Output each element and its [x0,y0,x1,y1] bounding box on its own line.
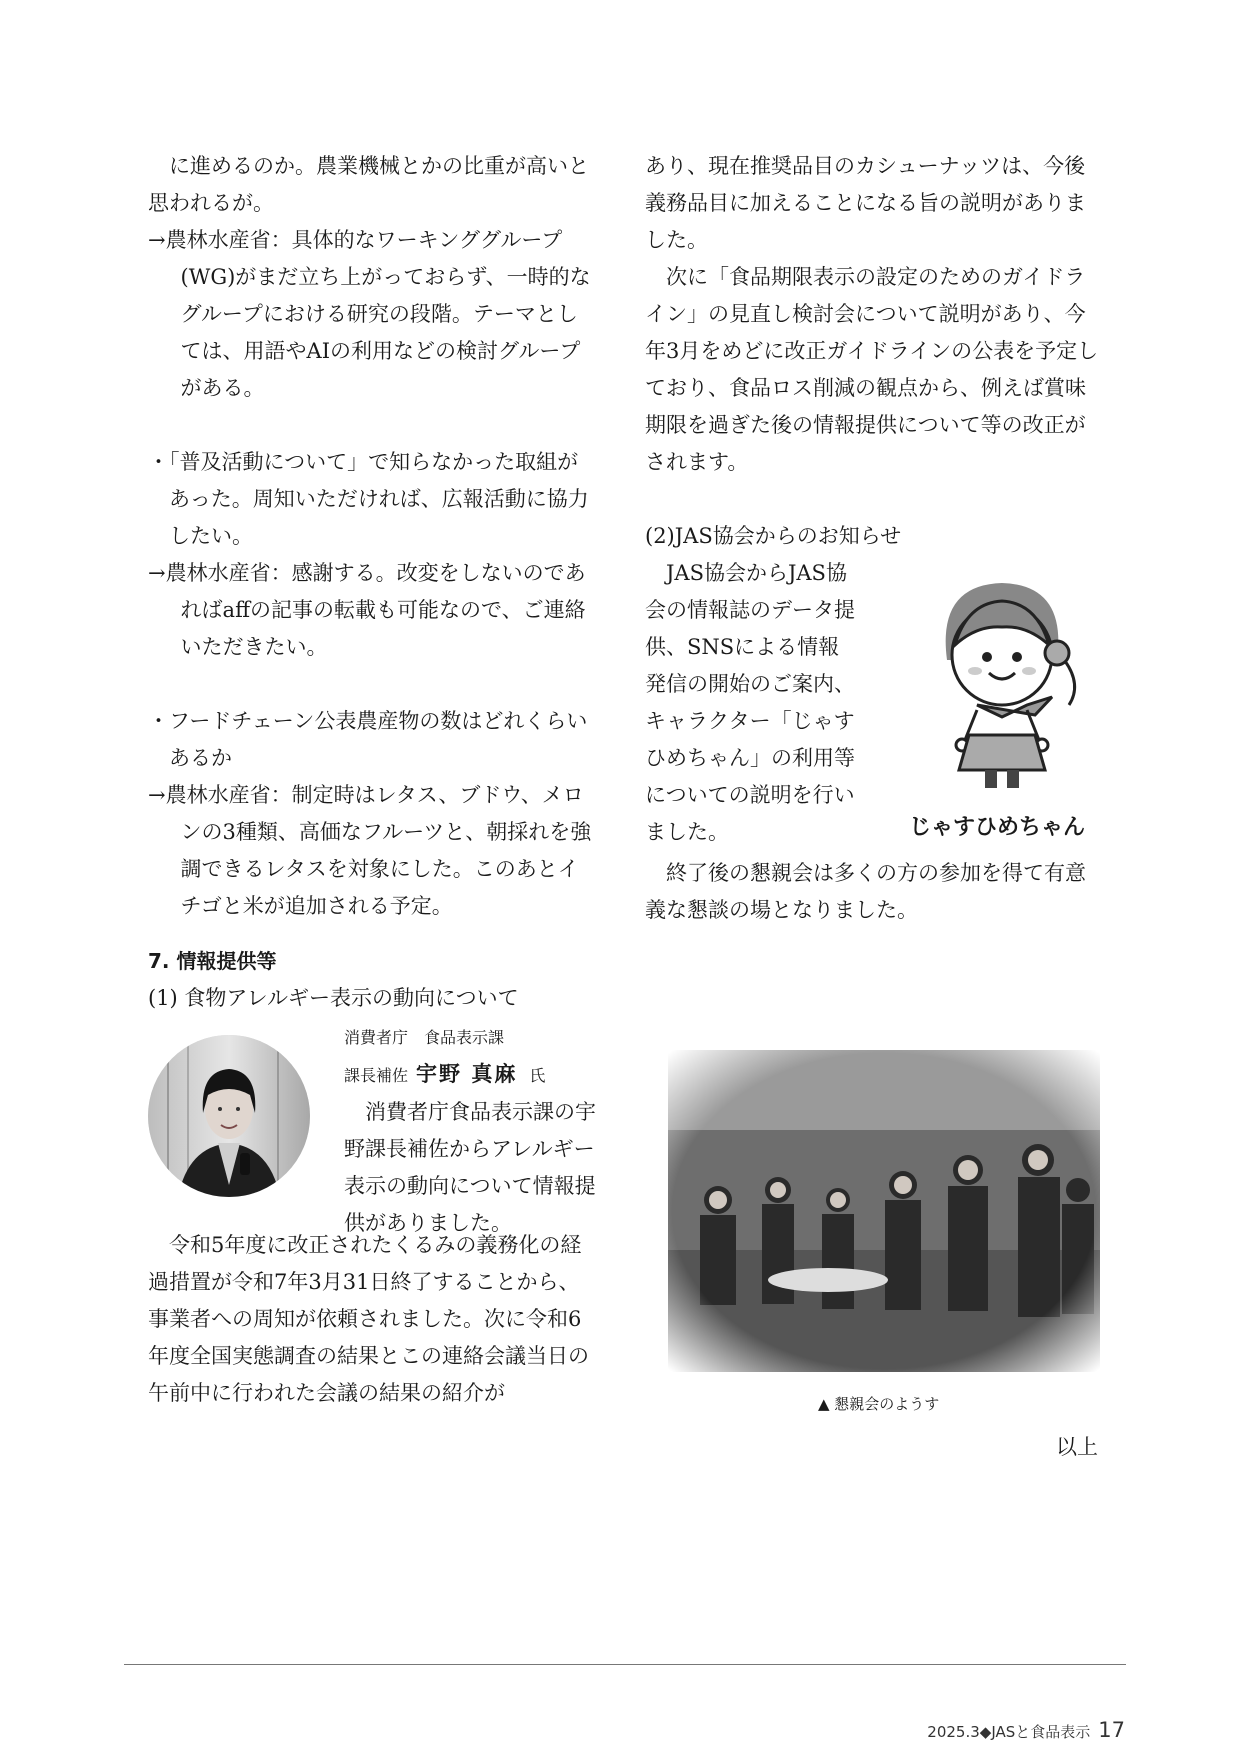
page-footer [927,1718,1125,1742]
mascot-label: じゃすひめちゃん [908,815,1085,840]
closing-paragraph: 終了後の懇親会は多くの方の参加を得て有意義な懇談の場となりました。 [645,861,1086,922]
speaker-line [344,1056,602,1094]
cashew-paragraph: あり、現在推奨品目のカシューナッツは、今後義務品目に加えることになる旨の説明がありました。 [645,154,1086,252]
page-number: 17 [1098,1718,1125,1742]
speaker-honorific: 氏 [529,1066,546,1085]
guideline-paragraph: 次に「食品期限表示の設定のためのガイドライン」の見直し検討会について説明があり、今年3月をめどに改正ガイドラインの公表を予定しており、食品ロス削減の観点から、例えば賞味期限を過ぎた後の情報提供について等の改正がされます。 [645,265,1099,474]
speaker-portrait [148,1035,310,1197]
speaker-title: 課長補佐 [344,1066,409,1085]
jas-block [645,555,1100,855]
footer-rule [124,1664,1126,1665]
right-column [645,148,1100,929]
reception-photo [668,1050,1100,1372]
jas-paragraph: JAS協会からJAS協会の情報誌のデータ提供、SNSによる情報発信の開始のご案内、キャラクター「じゃすひめちゃん」の利用等についての説明を行いました。 [645,561,855,844]
mascot-illustration [907,565,1097,815]
speaker-block [148,1019,598,1235]
paragraph-continued: に進めるのか。農業機械とかの比重が高いと思われるが。 [148,154,589,215]
end-mark: 以上 [1056,1435,1098,1459]
allergy-paragraph: 令和5年度に改正されたくるみの義務化の経過措置が令和7年3月31日終了することから、事業者への周知が依頼されました。次に令和6年度全国実態調査の結果とこの連絡会議当日の午前中に行われた会議の結果の紹介が [148,1233,589,1405]
speaker-name: 宇野 真麻 [416,1062,518,1086]
answer-1: →農林水産省：具体的なワーキンググループ(WG)がまだ立ち上がっておらず、一時的なグループにおける研究の段階。テーマとしては、用語やAIの利用などの検討グループがある。 [148,228,591,400]
left-column [148,148,598,1412]
subheading-jas: (2)JAS協会からのお知らせ [645,524,902,548]
footer-issue: 2025.3◆JASと食品表示 [927,1723,1091,1741]
answer-3: →農林水産省：制定時はレタス、ブドウ、メロンの3種類、高価なフルーツと、朝採れを強調できるレタスを対象にした。このあとイチゴと米が追加される予定。 [148,783,592,918]
speaker-intro: 消費者庁食品表示課の宇野課長補佐からアレルギー表示の動向について情報提供がありました。 [344,1100,596,1235]
section-heading-7: 7. 情報提供等 [148,949,277,973]
speaker-text [344,1019,602,1242]
question-2: ・「普及活動について」で知らなかった取組があった。周知いただければ、広報活動に協力したい。 [148,450,589,548]
speaker-affiliation: 消費者庁 食品表示課 [344,1028,505,1047]
question-3: ・フードチェーン公表農産物の数はどれくらいあるか [148,709,588,770]
answer-2: →農林水産省：感謝する。改変をしないのであればaffの記事の転載も可能なので、ご連絡いただきたい。 [148,561,586,659]
photo-caption: ▲ 懇親会のようす [818,1395,940,1413]
subheading-allergy: (1) 食物アレルギー表示の動向について [148,986,519,1010]
